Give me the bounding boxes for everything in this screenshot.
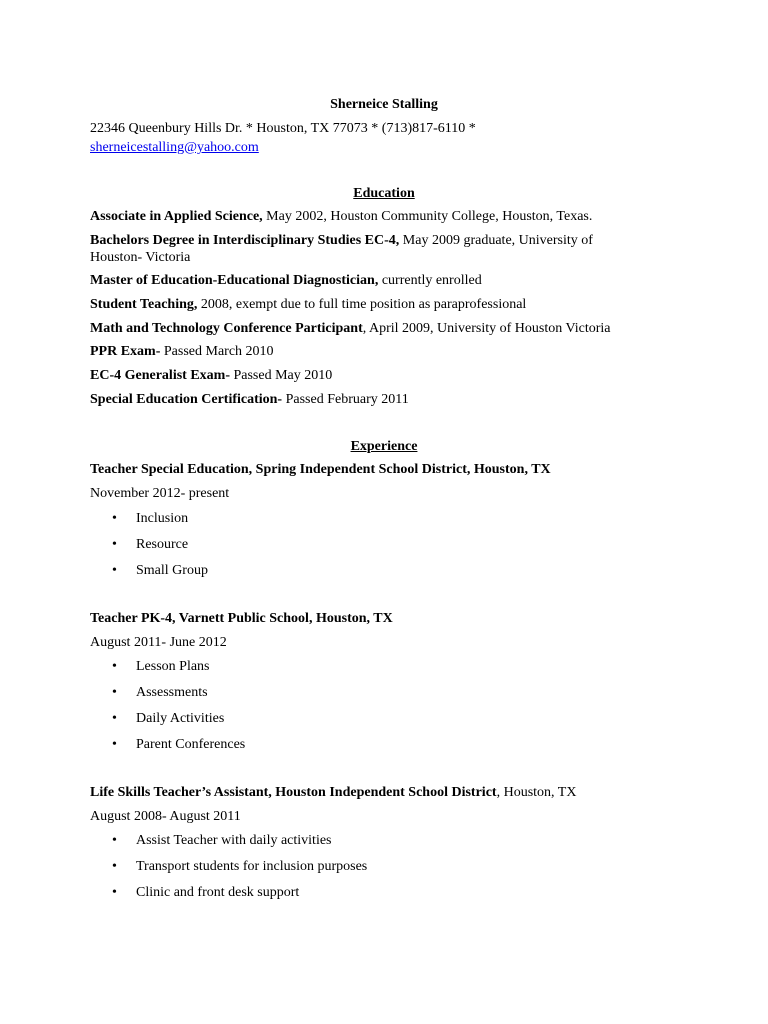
education-item-continuation: Houston- Victoria — [90, 250, 191, 265]
job-location: , Houston, TX — [496, 785, 577, 800]
email-link[interactable]: sherneicestalling@yahoo.com — [90, 140, 259, 155]
education-item — [90, 272, 482, 290]
education-item-title: Student Teaching, — [90, 297, 198, 312]
education-item-title: Master of Education-Educational Diagnostician, — [90, 273, 379, 288]
bullet-icon: • — [112, 511, 117, 526]
bullet-icon: • — [112, 833, 117, 848]
education-item-title: PPR Exam- — [90, 344, 161, 359]
job-duty: Resource — [136, 537, 189, 552]
bullet-icon: • — [112, 859, 117, 874]
job-dates: November 2012- present — [90, 486, 230, 501]
education-item-title: Bachelors Degree in Interdisciplinary Studies EC-4, — [90, 233, 400, 248]
job-duty: Inclusion — [136, 511, 189, 526]
education-item-detail: Passed May 2010 — [229, 368, 333, 383]
job-title-line — [90, 784, 576, 802]
bullet-icon: • — [112, 737, 117, 752]
experience-heading: Experience — [350, 439, 418, 454]
job-duty: Daily Activities — [136, 711, 225, 726]
job-duty: Assessments — [136, 685, 208, 700]
contact-line: 22346 Queenbury Hills Dr. * Houston, TX 77073 * (713)817-6110 * — [90, 121, 476, 136]
education-item — [90, 208, 592, 226]
education-item-title: Associate in Applied Science, — [90, 209, 263, 224]
job-duty: Clinic and front desk support — [136, 885, 300, 900]
education-item — [90, 391, 409, 409]
job-duty: Small Group — [136, 563, 208, 578]
bullet-icon: • — [112, 885, 117, 900]
job-duty: Transport students for inclusion purposes — [136, 859, 368, 874]
education-item-title: Special Education Certification- — [90, 392, 283, 407]
education-item — [90, 232, 593, 250]
job-duty: Parent Conferences — [136, 737, 246, 752]
bullet-icon: • — [112, 659, 117, 674]
education-item-title: EC-4 Generalist Exam- — [90, 368, 230, 383]
job-title: Teacher PK-4, Varnett Public School, Houston, TX — [90, 611, 393, 626]
education-item — [90, 367, 332, 385]
education-item — [90, 296, 526, 314]
education-item-title: Math and Technology Conference Participant — [90, 321, 363, 336]
job-duty: Lesson Plans — [136, 659, 210, 674]
candidate-name: Sherneice Stalling — [330, 97, 438, 112]
education-item — [90, 343, 274, 361]
job-title: Teacher Special Education, Spring Independent School District, Houston, TX — [90, 462, 551, 477]
education-item-detail: Passed March 2010 — [160, 344, 274, 359]
education-item-detail: 2008, exempt due to full time position as paraprofessional — [197, 297, 527, 312]
job-dates: August 2011- June 2012 — [90, 635, 227, 650]
bullet-icon: • — [112, 537, 117, 552]
education-heading: Education — [353, 186, 415, 201]
education-item-detail: Passed February 2011 — [282, 392, 409, 407]
education-item-detail: May 2009 graduate, University of — [399, 233, 593, 248]
job-dates: August 2008- August 2011 — [90, 809, 241, 824]
bullet-icon: • — [112, 711, 117, 726]
education-item-detail: currently enrolled — [378, 273, 482, 288]
job-title: Life Skills Teacher’s Assistant, Houston Independent School District — [90, 785, 497, 800]
bullet-icon: • — [112, 563, 117, 578]
education-item-detail: May 2002, Houston Community College, Houston, Texas. — [262, 209, 593, 224]
education-item-detail: , April 2009, University of Houston Victoria — [362, 321, 611, 336]
job-duty: Assist Teacher with daily activities — [136, 833, 332, 848]
education-item — [90, 320, 611, 338]
bullet-icon: • — [112, 685, 117, 700]
